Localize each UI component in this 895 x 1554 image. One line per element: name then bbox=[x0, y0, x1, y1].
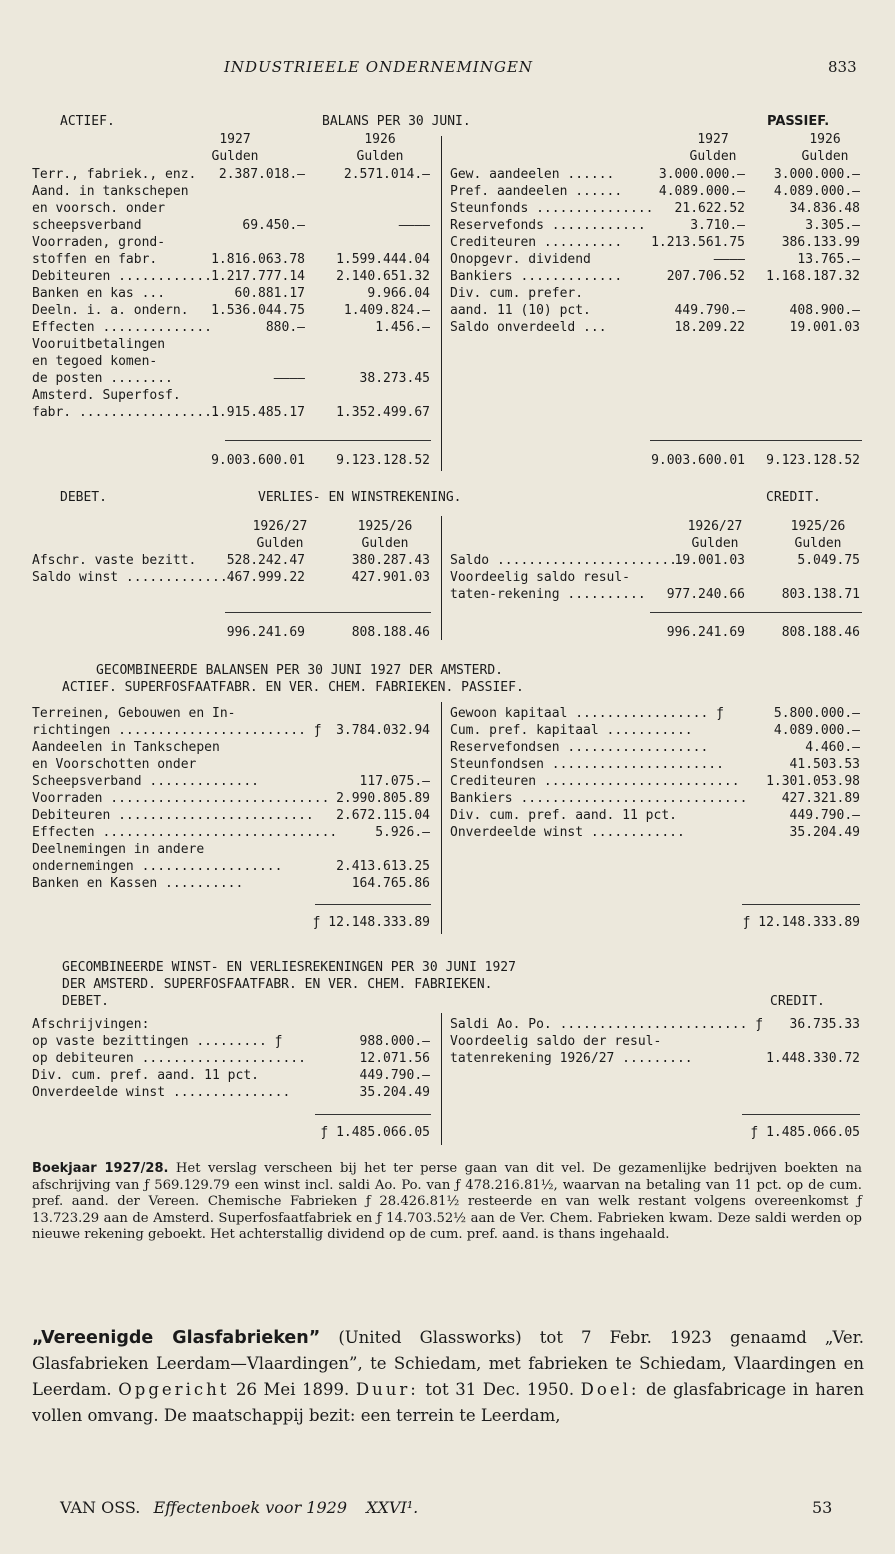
table-row bbox=[32, 353, 432, 370]
row-value: 2.387.018.— bbox=[218, 167, 305, 182]
actief-label: ACTIEF. bbox=[60, 114, 115, 129]
table-row bbox=[32, 319, 432, 336]
row-label: aand. 11 (10) pct. bbox=[450, 303, 591, 318]
wv-year-a: 1926/27 bbox=[252, 519, 308, 534]
row-value: 427.901.03 bbox=[351, 570, 430, 585]
row-label: en voorsch. onder bbox=[32, 201, 166, 216]
row-label: Gew. aandeelen ...... bbox=[450, 167, 615, 182]
table-row bbox=[32, 404, 432, 421]
table-row bbox=[450, 586, 860, 603]
row-label: op vaste bezittingen ......... ƒ bbox=[32, 1034, 283, 1049]
table-row bbox=[450, 756, 860, 773]
table-row bbox=[32, 841, 430, 858]
table-row bbox=[32, 552, 432, 569]
row-label: stoffen en fabr. bbox=[32, 252, 158, 267]
table-row bbox=[32, 739, 430, 756]
col-unit: Gulden bbox=[691, 536, 739, 551]
gecomb-actief-total: ƒ 12.148.333.89 bbox=[312, 915, 430, 930]
debet-label: DEBET. bbox=[60, 490, 107, 505]
row-value: 427.321.89 bbox=[781, 791, 860, 806]
page-number: 833 bbox=[828, 58, 857, 76]
row-value: 38.273.45 bbox=[359, 371, 430, 386]
row-value: 60.881.17 bbox=[234, 286, 305, 301]
debet-total-b: 808.188.46 bbox=[351, 625, 430, 640]
table-row bbox=[450, 807, 860, 824]
table-row bbox=[450, 285, 860, 302]
row-label: taten-rekening .......... bbox=[450, 587, 646, 602]
boekjaar-paragraph bbox=[32, 1161, 862, 1244]
row-label: de posten ........ bbox=[32, 371, 173, 386]
credit-total-b: 808.188.46 bbox=[781, 625, 860, 640]
table-row bbox=[32, 302, 432, 319]
row-label: Vooruitbetalingen bbox=[32, 337, 166, 352]
row-label: en tegoed komen- bbox=[32, 354, 158, 369]
col-year-1927: 1927 bbox=[219, 132, 251, 147]
gecomb-balans-title-2: ACTIEF. SUPERFOSFAATFABR. EN VER. CHEM. FABRIEKEN. PASSIEF. bbox=[62, 680, 524, 695]
row-value: ———— bbox=[398, 218, 430, 233]
row-label: Banken en Kassen .......... bbox=[32, 876, 244, 891]
wv-debet-table bbox=[32, 552, 432, 586]
company-text-3: tot 31 Dec. 1950. bbox=[418, 1380, 581, 1399]
table-row bbox=[450, 824, 860, 841]
row-label: Deeln. i. a. ondern. bbox=[32, 303, 189, 318]
row-label: Bankiers ............................. bbox=[450, 791, 748, 806]
balans-passief-table bbox=[450, 166, 860, 336]
col-unit: Gulden bbox=[356, 149, 404, 164]
debet-total-a: 996.241.69 bbox=[226, 625, 305, 640]
gecomb-debet-table bbox=[32, 1016, 430, 1101]
row-value: 408.900.— bbox=[789, 303, 860, 318]
row-label: Div. cum. prefer. bbox=[450, 286, 584, 301]
table-row bbox=[32, 756, 430, 773]
table-row bbox=[450, 319, 860, 336]
row-label: Reservefonds ............ bbox=[450, 218, 646, 233]
row-value: 36.735.33 bbox=[789, 1017, 860, 1032]
row-value: 12.071.56 bbox=[359, 1051, 430, 1066]
row-label: Cum. pref. kapitaal ........... bbox=[450, 723, 693, 738]
opgericht-label: Opgericht bbox=[118, 1380, 230, 1399]
row-label: Saldo winst .............. bbox=[32, 570, 236, 585]
row-value: 117.075.— bbox=[359, 774, 430, 789]
table-row bbox=[450, 705, 860, 722]
wv-year-b: 1925/26 bbox=[357, 519, 413, 534]
row-value: 1.456.— bbox=[375, 320, 430, 335]
table-row bbox=[450, 166, 860, 183]
boekjaar-text: Het verslag verscheen bij het ter perse gaan van dit vel. De gezamenlijke bedrijven boekten na afschrijving van ƒ 569.129.79 een winst incl. saldi Ao. Po. van ƒ 478.216.81½, waarvan na betaling van 11 pct. op de cum. pref. aand. der Vereen. Chemische Fabrieken ƒ 28.426.81½ resteerde en van welk restant volgens overeenkomst ƒ 13.723.29 aan de Amsterd. Superfosfaatfabriek en ƒ 14.703.52½ aan de Ver. Chem. Fabrieken kwam. Deze saldi werden op nieuwe rekening geboekt. Het achterstallig dividend op de cum. pref. aand. is thans ingehaald. bbox=[32, 1161, 862, 1243]
table-row bbox=[32, 370, 432, 387]
row-value: 386.133.99 bbox=[781, 235, 860, 250]
duur-label: Duur: bbox=[355, 1380, 419, 1399]
row-label: Saldo ........................ bbox=[450, 553, 685, 568]
row-value: 3.305.— bbox=[805, 218, 860, 233]
footer-publisher: VAN OSS. bbox=[60, 1498, 141, 1517]
row-label: Aand. in tankschepen bbox=[32, 184, 189, 199]
table-row bbox=[32, 705, 430, 722]
row-label: op debiteuren ..................... bbox=[32, 1051, 306, 1066]
row-value: 4.460.— bbox=[805, 740, 860, 755]
row-value: 449.790.— bbox=[674, 303, 745, 318]
row-value: 19.001.03 bbox=[789, 320, 860, 335]
row-label: Debiteuren ......................... bbox=[32, 808, 314, 823]
row-value: 1.536.044.75 bbox=[211, 303, 305, 318]
table-row bbox=[32, 790, 430, 807]
footer-number: 53 bbox=[812, 1498, 833, 1517]
row-label: Voordeelig saldo der resul- bbox=[450, 1034, 662, 1049]
row-value: 13.765.— bbox=[797, 252, 860, 267]
row-label: fabr. .................. bbox=[32, 405, 220, 420]
company-text-2: 26 Mei 1899. bbox=[229, 1380, 356, 1399]
col-unit: Gulden bbox=[256, 536, 304, 551]
row-value: 1.352.499.67 bbox=[336, 405, 430, 420]
row-value: ———— bbox=[273, 371, 305, 386]
col-year-1926: 1926 bbox=[364, 132, 396, 147]
col-unit: Gulden bbox=[801, 149, 849, 164]
col-year-1927-p: 1927 bbox=[697, 132, 729, 147]
footer-volume: XXVI¹. bbox=[366, 1498, 419, 1517]
table-row bbox=[32, 1033, 430, 1050]
row-label: tatenrekening 1926/27 ......... bbox=[450, 1051, 693, 1066]
row-label: Steunfondsen ...................... bbox=[450, 757, 724, 772]
row-value: 449.790.— bbox=[789, 808, 860, 823]
wv-year-b-c: 1925/26 bbox=[790, 519, 846, 534]
row-label: richtingen ........................ ƒ bbox=[32, 723, 322, 738]
row-label: Onopgevr. dividend bbox=[450, 252, 591, 267]
table-row bbox=[450, 251, 860, 268]
row-value: 1.301.053.98 bbox=[766, 774, 860, 789]
table-row bbox=[32, 1016, 430, 1033]
row-value: 4.089.000.— bbox=[773, 723, 860, 738]
table-row bbox=[450, 268, 860, 285]
row-label: scheepsverband bbox=[32, 218, 142, 233]
row-label: Steunfonds ............... bbox=[450, 201, 654, 216]
table-row bbox=[450, 552, 860, 569]
wv-credit-table bbox=[450, 552, 860, 603]
row-value: 1.448.330.72 bbox=[766, 1051, 860, 1066]
row-label: Saldo onverdeeld ... bbox=[450, 320, 607, 335]
table-row bbox=[32, 251, 432, 268]
row-value: 3.000.000.— bbox=[773, 167, 860, 182]
gecomb-credit-label: CREDIT. bbox=[770, 994, 825, 1009]
company-text-4: de glasfabricage in haren vollen omvang. De maatschappij bezit: een terrein te Leerdam, bbox=[32, 1380, 864, 1425]
gecomb-balans-title-1: GECOMBINEERDE BALANSEN PER 30 JUNI 1927 DER AMSTERD. bbox=[96, 663, 503, 678]
table-row bbox=[32, 1084, 430, 1101]
row-value: 4.089.000.— bbox=[658, 184, 745, 199]
row-label: ondernemingen .................. bbox=[32, 859, 283, 874]
table-row bbox=[32, 824, 430, 841]
table-row bbox=[32, 183, 432, 200]
doel-label: Doel: bbox=[580, 1380, 640, 1399]
row-value: 467.999.22 bbox=[226, 570, 305, 585]
row-label: Voorraden ............................ bbox=[32, 791, 330, 806]
passief-total-1927: 9.003.600.01 bbox=[651, 453, 745, 468]
row-value: 988.000.— bbox=[359, 1034, 430, 1049]
row-label: Div. cum. pref. aand. 11 pct. bbox=[450, 808, 677, 823]
row-value: 5.800.000.— bbox=[773, 706, 860, 721]
gecomb-passief-total: ƒ 12.148.333.89 bbox=[742, 915, 860, 930]
row-value: 18.209.22 bbox=[674, 320, 745, 335]
row-label: Banken en kas ... bbox=[32, 286, 166, 301]
table-row bbox=[32, 858, 430, 875]
row-value: 2.990.805.89 bbox=[336, 791, 430, 806]
row-value: 2.140.651.32 bbox=[336, 269, 430, 284]
row-label: Reservefondsen .................. bbox=[450, 740, 709, 755]
table-row bbox=[32, 875, 430, 892]
table-row bbox=[32, 200, 432, 217]
row-label: Saldi Ao. Po. ........................ ƒ bbox=[450, 1017, 764, 1032]
table-row bbox=[32, 268, 432, 285]
table-row bbox=[32, 387, 432, 404]
row-label: Aandeelen in Tankschepen bbox=[32, 740, 220, 755]
row-label: Voorraden, grond- bbox=[32, 235, 166, 250]
row-label: Scheepsverband .............. bbox=[32, 774, 259, 789]
table-row bbox=[32, 569, 432, 586]
row-label: Deelnemingen in andere bbox=[32, 842, 205, 857]
table-row bbox=[32, 1050, 430, 1067]
table-row bbox=[32, 336, 432, 353]
gecomb-credit-total: ƒ 1.485.066.05 bbox=[750, 1125, 860, 1140]
row-value: 1.217.777.14 bbox=[211, 269, 305, 284]
footer bbox=[60, 1498, 418, 1517]
row-value: 35.204.49 bbox=[789, 825, 860, 840]
row-label: Gewoon kapitaal ................. ƒ bbox=[450, 706, 724, 721]
gecomb-credit-table bbox=[450, 1016, 860, 1067]
wv-title: VERLIES- EN WINSTREKENING. bbox=[258, 490, 462, 505]
row-value: 1.213.561.75 bbox=[651, 235, 745, 250]
row-label: Crediteuren ......................... bbox=[450, 774, 740, 789]
boekjaar-label: Boekjaar 1927/28. bbox=[32, 1161, 169, 1176]
col-unit: Gulden bbox=[794, 536, 842, 551]
row-value: 1.599.444.04 bbox=[336, 252, 430, 267]
gecomb-actief-table bbox=[32, 705, 430, 892]
row-label: Terreinen, Gebouwen en In- bbox=[32, 706, 236, 721]
row-label: Effecten .............. bbox=[32, 320, 213, 335]
row-value: 5.926.— bbox=[375, 825, 430, 840]
row-value: 977.240.66 bbox=[666, 587, 745, 602]
row-label: Onverdeelde winst ............ bbox=[450, 825, 685, 840]
company-name: „Vereenigde Glasfabrieken” bbox=[32, 1328, 321, 1348]
table-row bbox=[32, 773, 430, 790]
row-label: Amsterd. Superfosf. bbox=[32, 388, 181, 403]
row-value: 19.001.03 bbox=[674, 553, 745, 568]
col-unit: Gulden bbox=[361, 536, 409, 551]
table-row bbox=[450, 1033, 860, 1050]
table-row bbox=[450, 1050, 860, 1067]
row-value: 803.138.71 bbox=[781, 587, 860, 602]
credit-total-a: 996.241.69 bbox=[666, 625, 745, 640]
row-value: 3.000.000.— bbox=[658, 167, 745, 182]
row-value: 1.816.063.78 bbox=[211, 252, 305, 267]
row-value: 2.571.014.— bbox=[343, 167, 430, 182]
gecomb-wv-title-1: GECOMBINEERDE WINST- EN VERLIESREKENINGEN PER 30 JUNI 1927 bbox=[62, 960, 516, 975]
row-value: 2.413.613.25 bbox=[336, 859, 430, 874]
passief-label: PASSIEF. bbox=[767, 114, 830, 129]
table-row bbox=[32, 285, 432, 302]
row-value: ———— bbox=[713, 252, 745, 267]
row-value: 41.503.53 bbox=[789, 757, 860, 772]
row-value: 880.— bbox=[265, 320, 305, 335]
balans-actief-table bbox=[32, 166, 432, 421]
row-label: Onverdeelde winst ............... bbox=[32, 1085, 291, 1100]
row-label: Bankiers ............. bbox=[450, 269, 623, 284]
row-label: Voordeelig saldo resul- bbox=[450, 570, 631, 585]
col-unit: Gulden bbox=[689, 149, 737, 164]
col-year-1926-p: 1926 bbox=[809, 132, 841, 147]
gecomb-debet-label: DEBET. bbox=[62, 994, 109, 1009]
row-value: 164.765.86 bbox=[351, 876, 430, 891]
row-value: 2.672.115.04 bbox=[336, 808, 430, 823]
table-row bbox=[32, 166, 432, 183]
row-label: Pref. aandeelen ...... bbox=[450, 184, 623, 199]
row-value: 4.089.000.— bbox=[773, 184, 860, 199]
passief-total-1926: 9.123.128.52 bbox=[766, 453, 860, 468]
table-row bbox=[450, 302, 860, 319]
wv-year-a-c: 1926/27 bbox=[687, 519, 743, 534]
table-row bbox=[450, 722, 860, 739]
row-value: 207.706.52 bbox=[666, 269, 745, 284]
row-value: 528.242.47 bbox=[226, 553, 305, 568]
row-value: 449.790.— bbox=[359, 1068, 430, 1083]
gecomb-passief-table bbox=[450, 705, 860, 841]
row-value: 1.915.485.17 bbox=[211, 405, 305, 420]
running-title: INDUSTRIEELE ONDERNEMINGEN bbox=[224, 58, 534, 76]
table-row bbox=[32, 234, 432, 251]
row-label: Effecten .............................. bbox=[32, 825, 338, 840]
table-row bbox=[32, 807, 430, 824]
row-value: 1.409.824.— bbox=[343, 303, 430, 318]
actief-total-1927: 9.003.600.01 bbox=[211, 453, 305, 468]
row-value: 3.784.032.94 bbox=[336, 723, 430, 738]
table-row bbox=[32, 722, 430, 739]
table-row bbox=[450, 1016, 860, 1033]
col-unit: Gulden bbox=[211, 149, 259, 164]
gecomb-debet-total: ƒ 1.485.066.05 bbox=[320, 1125, 430, 1140]
credit-label: CREDIT. bbox=[766, 490, 821, 505]
row-value: 21.622.52 bbox=[674, 201, 745, 216]
table-row bbox=[450, 739, 860, 756]
table-row bbox=[32, 1067, 430, 1084]
actief-total-1926: 9.123.128.52 bbox=[336, 453, 430, 468]
row-label: en Voorschotten onder bbox=[32, 757, 197, 772]
row-value: 3.710.— bbox=[690, 218, 745, 233]
table-row bbox=[450, 569, 860, 586]
row-label: Debiteuren ............ bbox=[32, 269, 213, 284]
table-row bbox=[450, 790, 860, 807]
row-value: 5.049.75 bbox=[797, 553, 860, 568]
table-row bbox=[32, 217, 432, 234]
table-row bbox=[450, 200, 860, 217]
row-label: Terr., fabriek., enz. bbox=[32, 167, 197, 182]
row-value: 380.287.43 bbox=[351, 553, 430, 568]
row-value: 1.168.187.32 bbox=[766, 269, 860, 284]
table-row bbox=[450, 234, 860, 251]
row-value: 35.204.49 bbox=[359, 1085, 430, 1100]
row-label: Div. cum. pref. aand. 11 pct. bbox=[32, 1068, 259, 1083]
table-row bbox=[450, 773, 860, 790]
table-row bbox=[450, 183, 860, 200]
company-text-1: (United Glassworks) tot 7 Febr. 1923 genaamd „Ver. Glasfabrieken Leerdam—Vlaardingen”, te Schiedam, met fabrieken te Schiedam, Vlaardingen en Leerdam. bbox=[32, 1328, 865, 1399]
vereenigde-paragraph bbox=[32, 1325, 864, 1429]
balans-title: BALANS PER 30 JUNI. bbox=[322, 114, 471, 129]
row-label: Afschr. vaste bezitt. bbox=[32, 553, 197, 568]
row-label: Crediteuren .......... bbox=[450, 235, 623, 250]
row-value: 9.966.04 bbox=[367, 286, 430, 301]
gecomb-wv-title-2: DER AMSTERD. SUPERFOSFAATFABR. EN VER. CHEM. FABRIEKEN. bbox=[62, 977, 493, 992]
table-row bbox=[450, 217, 860, 234]
row-value: 69.450.— bbox=[242, 218, 305, 233]
row-label: Afschrijvingen: bbox=[32, 1017, 150, 1032]
row-value: 34.836.48 bbox=[789, 201, 860, 216]
footer-book: Effectenboek voor 1929 bbox=[153, 1498, 348, 1517]
